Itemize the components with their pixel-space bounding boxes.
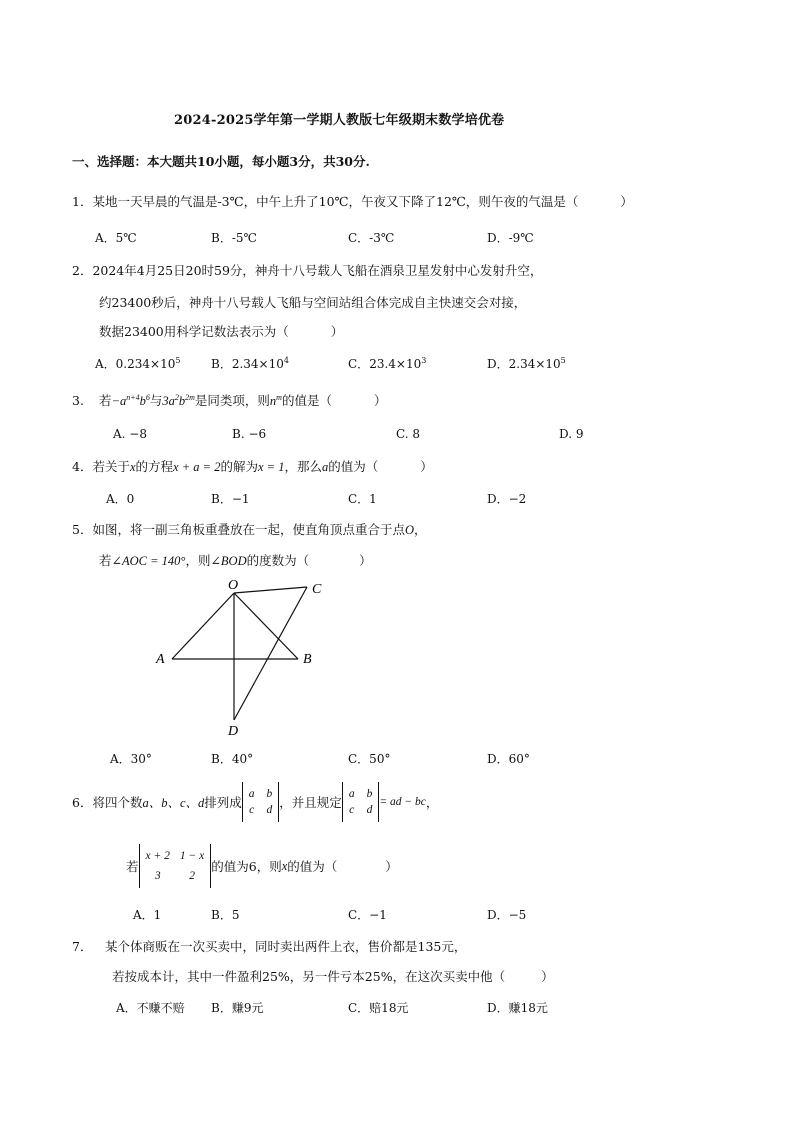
option-b[interactable]: B．5 xyxy=(211,908,240,922)
option-c[interactable]: C．-3℃ xyxy=(348,231,395,245)
question-number: 1． xyxy=(72,194,93,209)
math-equation: x + a = 2 xyxy=(173,460,221,474)
math-term: 3a xyxy=(162,394,175,408)
segment-oa xyxy=(172,593,234,659)
option-b[interactable]: B．赚9元 xyxy=(211,1001,264,1015)
question-line xyxy=(99,322,343,340)
question-1 xyxy=(72,192,633,210)
question-paren-close: ） xyxy=(541,969,554,984)
math-term: −a xyxy=(111,394,127,408)
question-paren-close: ） xyxy=(330,324,344,339)
point-label-b: B xyxy=(303,652,312,667)
option-b[interactable]: B．40° xyxy=(211,752,254,766)
math-angle: ∠BOD xyxy=(210,554,247,568)
point-label-c: C xyxy=(312,582,322,597)
option-a[interactable]: A．30° xyxy=(110,752,152,766)
question-line: 2024年4月25日20时59分，神舟十八号载人飞船在酒泉卫星发射中心发射升空， xyxy=(92,263,543,278)
question-number: 4． xyxy=(72,459,93,474)
math-rule: = ad − bc xyxy=(379,796,426,808)
option-a[interactable]: A．$0.234\times 10^5$ xyxy=(95,356,181,371)
math-angle: ∠AOC = 140° xyxy=(111,554,186,568)
math-vars: a、b、c、d xyxy=(142,796,205,810)
triangle-diagram xyxy=(150,574,340,740)
math-solution: x = 1 xyxy=(257,460,285,474)
question-text: 数据23400用科学记数法表示为（ xyxy=(99,324,289,339)
option-a[interactable]: A．不赚不赔 xyxy=(116,1001,185,1015)
question-paren-close: ） xyxy=(359,553,372,568)
question-number: 2． xyxy=(72,263,93,278)
determinant-3: x + 2 1 − x 3 2 xyxy=(139,844,212,888)
question-line: 若∠AOC = 140°，则∠BOD的度数为（ ） xyxy=(99,553,372,568)
determinant-1: a b c d xyxy=(242,782,280,822)
question-line: 若按成本计，其中一件盈利25%，另一件亏本25%，在这次买卖中他（ ） xyxy=(112,969,554,984)
question-text: 某地一天早晨的气温是-3℃，中午上升了10℃，午夜又下降了12℃，则午夜的气温是（ xyxy=(92,194,579,209)
question-7: 7． 某个体商贩在一次买卖中，同时卖出两件上衣，售价都是135元， xyxy=(72,939,467,954)
segment-cd xyxy=(234,587,307,720)
option-c[interactable]: C. 8 xyxy=(396,427,421,441)
question-line: 若 x + 2 1 − x 3 2 的值为6，则 x 的值为（ ） xyxy=(126,844,398,888)
option-d[interactable]: D．60° xyxy=(487,752,530,766)
page-title: 2024-2025学年第一学期人教版七年级期末数学培优卷 xyxy=(174,113,505,128)
option-b[interactable]: B．−1 xyxy=(211,492,250,506)
option-d[interactable]: D．−5 xyxy=(487,908,527,922)
option-d[interactable]: D．赚18元 xyxy=(487,1001,548,1015)
section-header: 一、选择题：本大题共10小题，每小题3分，共30分. xyxy=(72,154,370,169)
question-paren-close: ） xyxy=(385,859,398,874)
question-number: 3. xyxy=(72,393,84,408)
point-label-a: A xyxy=(156,652,165,667)
point-label-d: D xyxy=(228,724,239,739)
question-5: 5．如图，将一副三角板重叠放在一起，使直角顶点重合于点O， xyxy=(72,522,427,537)
question-2 xyxy=(72,261,542,279)
option-d[interactable]: D．−2 xyxy=(487,492,527,506)
segment-oc xyxy=(234,587,307,593)
determinant-2: a b c d xyxy=(342,782,380,822)
option-d[interactable]: D．-9℃ xyxy=(487,231,534,245)
option-b[interactable]: B. −6 xyxy=(232,427,267,441)
option-a[interactable]: A．5℃ xyxy=(95,231,137,245)
option-c[interactable]: C．50° xyxy=(348,752,391,766)
option-a[interactable]: A. −8 xyxy=(113,427,147,441)
question-line: 约23400秒后，神舟十八号载人飞船与空间站组合体完成自主快速交会对接， xyxy=(99,295,527,310)
question-number: 6． xyxy=(72,795,93,810)
option-c[interactable]: C．−1 xyxy=(348,908,387,922)
option-a[interactable]: A．0 xyxy=(106,492,135,506)
question-6: 6． 将四个数 a、b、c、d 排列成 a b c d ，并且规定 a b c d = ad − bc ， xyxy=(72,782,438,822)
option-c[interactable]: C．1 xyxy=(348,492,377,506)
question-number: 7． xyxy=(72,939,93,954)
option-a[interactable]: A．1 xyxy=(133,908,162,922)
option-b[interactable]: B．$2.34\times 10^4$ xyxy=(211,356,289,371)
question-paren-close: ） xyxy=(420,459,433,474)
option-c[interactable]: C．$23.4\times 10^3$ xyxy=(348,356,427,371)
option-b[interactable]: B．-5℃ xyxy=(211,231,257,245)
option-d[interactable]: D. 9 xyxy=(559,427,584,441)
question-3: 3. 若$-a^{n+4}b^6$与$3a^2b^{2m}$是同类项，则$n^m$的值是（ ） xyxy=(72,392,387,408)
question-paren-close: ） xyxy=(373,393,387,408)
option-c[interactable]: C．赔18元 xyxy=(348,1001,409,1015)
question-number: 5． xyxy=(72,522,93,537)
question-4: 4．若关于x的方程x + a = 2的解为x = 1，那么a的值为（ ） xyxy=(72,459,433,474)
question-paren-close: ） xyxy=(620,194,633,209)
option-d[interactable]: D．$2.34\times 10^5$ xyxy=(487,356,566,371)
point-label-o: O xyxy=(228,578,239,593)
segment-ob xyxy=(234,593,298,659)
